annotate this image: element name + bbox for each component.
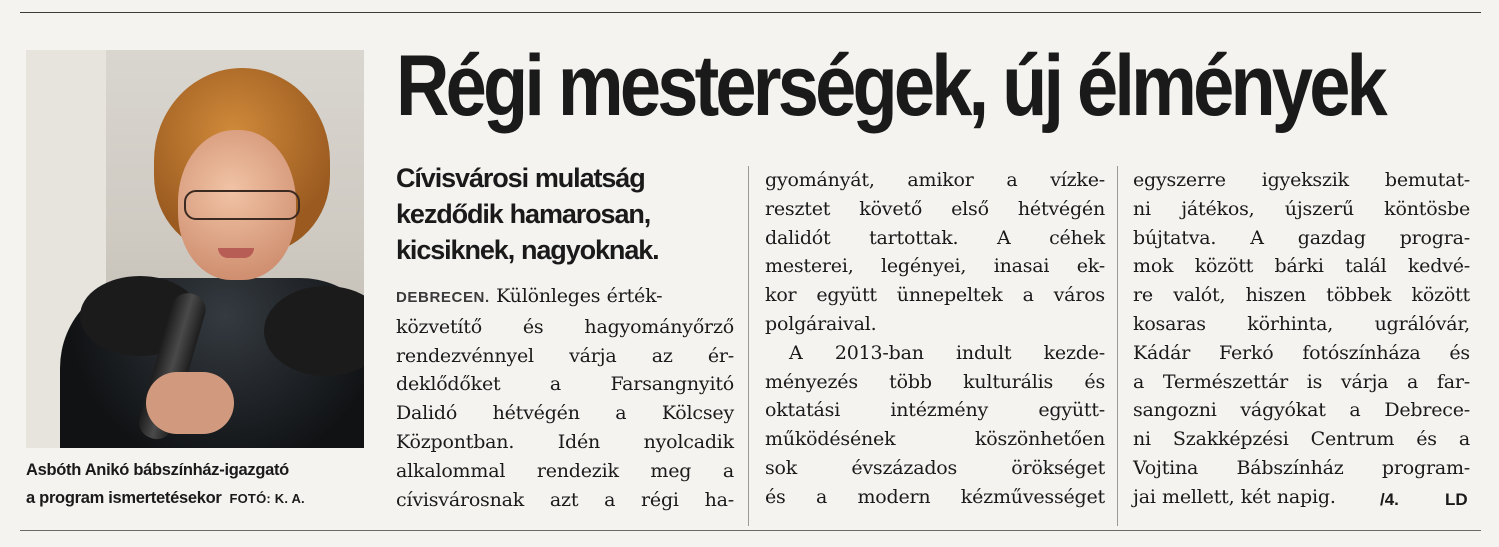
headline: Régi mesterségek, új élmények — [396, 38, 1384, 134]
column-1-line: cívisvárosnak azt a régi ha- — [396, 488, 734, 511]
bottom-rule — [20, 530, 1481, 531]
column-3-line: sangozni vágyókat a Debrece- — [1133, 399, 1470, 422]
column-3-line: Kádár Ferkó fotószínháza és — [1133, 341, 1470, 364]
column-1-text — [396, 282, 734, 514]
author-signature: LD — [1445, 490, 1468, 509]
article-column-3 — [1133, 166, 1470, 512]
column-3-line: Vojtina Bábszínház program- — [1133, 456, 1470, 479]
caption-line-1: Asbóth Anikó bábszínház-igazgató — [26, 461, 289, 479]
column-2-line: resztet követő első hétvégén — [765, 197, 1105, 220]
photo-credit: FOTÓ: K. A. — [229, 491, 305, 506]
article-column-2 — [765, 166, 1105, 512]
column-2-line: dalidót tartottak. A céhek — [765, 226, 1105, 249]
column-3-line: ni Szakképzési Centrum és a — [1133, 428, 1470, 451]
column-2-line: mesterei, legényei, inasai ek- — [765, 255, 1105, 278]
column-1-line: Dalidó hétvégén a Kölcsey — [396, 402, 734, 425]
column-1-line: rendezvénnyel várja az ér- — [396, 344, 734, 367]
column-2-line: polgáraival. — [765, 312, 877, 335]
page-reference: /4. — [1380, 490, 1399, 509]
column-1-line: közvetítő és hagyományőrző — [396, 315, 734, 338]
column-1-line: deklődőket a Farsangnyitó — [396, 373, 734, 396]
top-rule — [20, 12, 1481, 13]
column-2-text — [765, 166, 1105, 512]
column-2-line: kor együtt ünnepeltek a város — [765, 284, 1105, 307]
column-rule — [748, 166, 749, 526]
column-2-line: gyományát, amikor a vízke- — [765, 169, 1105, 191]
column-3-line: re valót, hiszen többek között — [1133, 284, 1470, 307]
column-3-line: bújtatva. A gazdag progra- — [1133, 226, 1470, 249]
column-2-line: oktatási intézmény együtt- — [765, 399, 1105, 422]
column-2-line: ményezés több kulturális és — [765, 370, 1105, 393]
article-photo — [26, 50, 364, 448]
column-3-line: a Természettár is várja a far- — [1133, 370, 1470, 393]
photo-caption — [26, 456, 366, 513]
column-1-line: alkalommal rendezik meg a — [396, 459, 734, 482]
column-3-line: mok között bárki talál kedvé- — [1133, 255, 1470, 278]
article-column-1 — [396, 160, 734, 514]
column-3-line: egyszerre igyekszik bemutat- — [1133, 169, 1470, 191]
column-3-text — [1133, 166, 1470, 512]
column-2-line: sok évszázados örökséget — [765, 456, 1105, 479]
subheadline: Cívisvárosi mulatság kezdődik hamarosan, kicsiknek, nagyoknak. — [396, 163, 659, 265]
column-1-first-line: Különleges érték- — [496, 285, 663, 307]
caption-line-2: a program ismertetésekor — [26, 489, 222, 507]
column-2-line: és a modern kézművességet — [765, 485, 1105, 508]
column-2-line: A 2013-ban indult kezde- — [789, 341, 1105, 364]
column-2-line: működésének köszönhetően — [765, 428, 1105, 451]
column-3-line: jai mellett, két napig. — [1133, 485, 1336, 508]
column-3-line: ni játékos, újszerű köntösbe — [1133, 197, 1470, 220]
column-rule — [1117, 166, 1118, 526]
dateline: DEBRECEN. — [396, 289, 490, 306]
column-1-line: Központban. Idén nyolcadik — [396, 430, 734, 453]
column-3-line: kosaras körhinta, ugrálóvár, — [1133, 312, 1470, 335]
